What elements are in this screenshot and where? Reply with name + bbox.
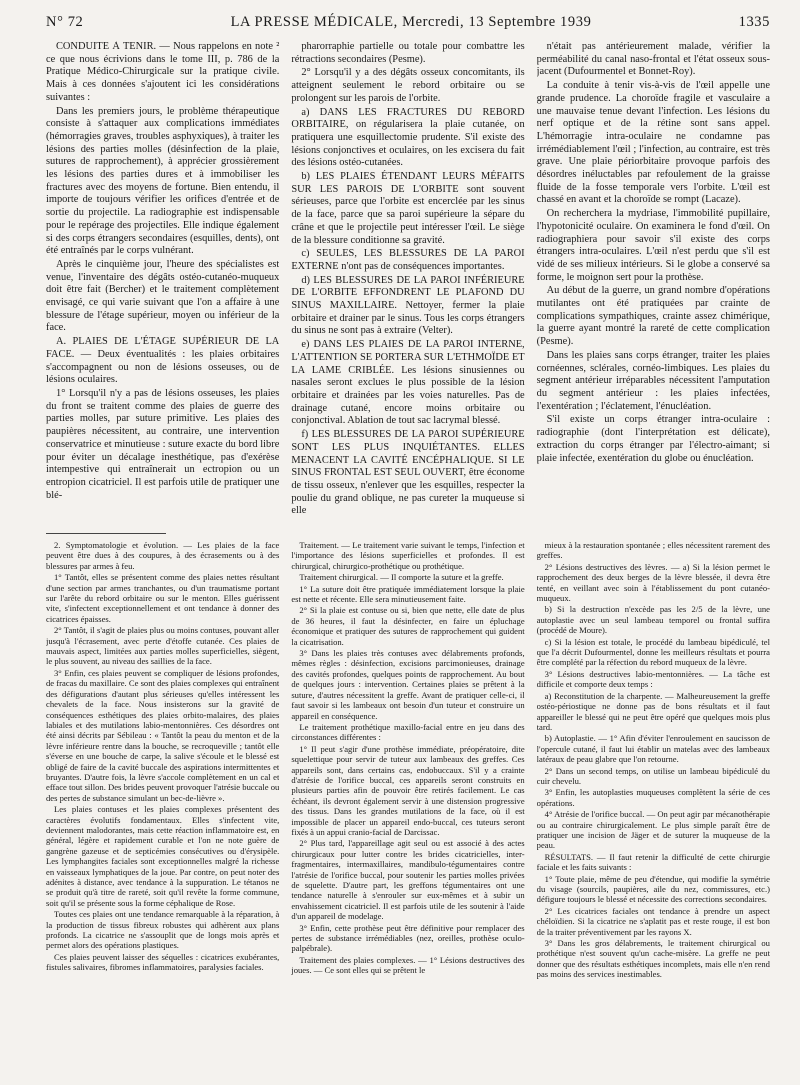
issue-number: N° 72 [46,14,84,30]
footnote-paragraph: 2° Plus tard, l'appareillage agit seul ou est associé à des actes chirurgicaux pour lutter contre les brides cicatricielles, inter-fragmentaires, intermaxillaires, mandibulo-tégumentaires contre l'atrésie de l'orifice buccal, pour soutenir les parties molles privées de squelette. D'autre part, les greffons tégumentaires ont une tendance naturelle à s'enrouler sur eux-mêmes et à subir un envahissement cicatriciel. Il est parfois utile de les soutenir à l'aide d'un appareil de modelage. [291,838,525,922]
main-column-3 [537,41,770,523]
paragraph: pharorraphie partielle ou totale pour combattre les rétractions secondaires (Pesme). [291,41,525,65]
paragraph: On recherchera la mydriase, l'immobilité pupillaire, l'hypotonicité oculaire. On examinera le fond d'œil. On radiographiera pour savoir s'il existe des corps étrangers intra-oculaires. L'œil n'est perdu que s'il est vidé de ses milieux intérieurs. Si le globe a conservé sa forme, le moignon sert pour la prothèse. [536,208,770,283]
paragraph: S'il existe un corps étranger intra-oculaire : radiographie (dont l'interprétation est délicate), extraction du corps étranger par l'électro-aimant; si plaie infectée, exentération du globe ou énucléation. [536,414,770,464]
footnote-paragraph: Le traitement prothétique maxillo-facial entre en jeu dans des circonstances différentes : [291,721,525,743]
footnote-paragraph: 3° Enfin, cette prothèse peut être définitive pour remplacer des pertes de substance irrémédiables (nez, oreilles, prothèse oculo-palpébrale). [291,922,525,954]
footnote-paragraph: 3° Enfin, les autoplasties muqueuses complètent la série de ces opérations. [536,787,770,808]
footnote-paragraph: Traitement chirurgical. — Il comporte la suture et la greffe. [299,572,504,583]
footnote-paragraph: 3° Dans les plaies très contuses avec délabrements profonds, mêmes règles : désinfection, excisions parcimonieuses, drainage des cavités profondes, quelques points de rapprochement. Au bout de quelques jours : intervention. Certaines plaies se prêtent à la suture, d'autres nécessitent la greffe. Avant de pratiquer celle-ci, il faut savoir si les lambeaux ont besoin d'un tuteur et construire un appareil en conséquence. [291,648,525,721]
paragraph: c) SEULES, LES BLESSURES DE LA PAROI EXTERNE n'ont pas de conséquences importantes. [291,248,525,272]
paragraph: 1° Lorsqu'il n'y a pas de lésions osseuses, les plaies du front se traitent comme des plaies de guerre des parties molles, par suture primitive. Les plaies des paupières nécessitent, au contraire, une intervention conservatrice et minutieuse : suture exacte du bord libre pour éviter un décalage inesthétique, pas d'exérèse intempestive qui entraînerait un ectropion ou un entropion cicatriciel. Il est parfois utile de pratiquer une blé- [46,387,280,501]
main-column-2 [291,41,524,523]
paragraph: e) DANS LES PLAIES DE LA PAROI INTERNE, L'ATTENTION SE PORTERA SUR L'ETHMOÏDE ET LA LAME CRIBLÉE. Les lésions sinusiennes ou nasales seront exclues le plus possible de la lésion orbitaire et drainées par les voies naturelles. Pas de drainage cutané, encore moins orbitaire ou conjonctival. Ablation de tout sac lacrymal blessé. [291,339,525,427]
footnote-paragraph: a) Reconstitution de la charpente. — Malheureusement la greffe ostéo-périostique ne donne pas de bons résultats et il faut appareiller le blessé qui ne peut être opéré que quelques mois plus tard. [536,690,770,732]
footnote-column-2 [291,540,524,1085]
paragraph: a) DANS LES FRACTURES DU REBORD ORBITAIRE, on régularisera la plaie cutanée, on pratiquera une esquillectomie prudente. S'il existe des lésions conjonctives et oculaires, on les excisera du fait des lésions ostéo-cutanées. [291,106,525,169]
footnote-paragraph: c) Si la lésion est totale, le procédé du lambeau bipédiculé, tel que l'a décrit Dufourmentel, donne les meilleurs résultats et pourra être complété par la réfection du rebord muqueux de la lèvre. [536,636,770,668]
paragraph: Dans les premiers jours, le problème thérapeutique consiste à s'attaquer aux complications immédiates (hémorragies graves, troubles asphyxiques), à traiter les lésions des parties molles (désinfection de la plaie, sutures de rapprochement), à apprécier grossièrement les lésions des parties dures et à immobiliser les fractures avec des moyens de fortune. Bien entendu, il importe de toujours vérifier les orifices d'entrée et de sortie du projectile. La radiographie est indispensable pour le repérage des projectiles. Elle indique également si des corps étrangers secondaires (esquilles, dents), ont été entraînés par le corps vulnérant. [46,105,280,257]
footnote-paragraph: 2° Les cicatrices faciales ont tendance à prendre un aspect chéloïdien. Si la cicatrice ne s'aplatit pas et reste rouge, il est bon de la traiter préventivement par les rayons X. [536,905,770,937]
paragraph: Dans les plaies sans corps étranger, traiter les plaies cornéennes, sclérales, cornéo-limbiques. Les plaies du segment antérieur irréparables nécessitent l'amputation du segment antérieur : les plaies infectées, l'exentération ; l'éclatement, l'énucléation. [536,349,770,412]
footnote-paragraph: 3° Lésions destructives labio-mentonnières. — La tâche est difficile et comporte deux temps : [536,668,770,690]
footnote-paragraph: Toutes ces plaies ont une tendance remarquable à la réparation, à la production de tissus fibreux robustes qui adhèrent aux plans profonds. La cicatrice ne s'assouplit que de longs mois après et permet alors des opérations plastiques. [46,909,280,951]
paragraph: n'était pas antérieurement malade, vérifier la perméabilité du canal naso-frontal et l'état osseux sous-jacent (Dufourmentel et Bonnet-Roy). [536,41,770,78]
paragraph: f) LES BLESSURES DE LA PAROI SUPÉRIEURE SONT LES PLUS INQUIÉTANTES. ELLES MENACENT LA CAVITÉ ENCÉPHALIQUE. SI LE SINUS FRONTAL EST SEUL OUVERT, être économe de tissu osseux, n'enlever que les esquilles, respecter la poulie du grand oblique, ne pas cureter la muqueuse si elle [291,429,525,517]
footnote-paragraph: Traitement. — Le traitement varie suivant le temps, l'infection et l'importance des lésions superficielles et profondes. Il est chirurgical, chirurgico-prothétique ou prothétique. [291,540,525,571]
footnote-paragraph: 1° Il peut s'agir d'une prothèse immédiate, préopératoire, dite squelettique pour servir de tuteur aux lambeaux des greffes. Ces appareils sont, dans certains cas, endobuccaux. S'il y a crainte d'atrésie de l'orifice buccal, ces appareils seront construits en plusieurs parties afin de pouvoir être retirés facilement. Le cas échéant, ils devront également servir à une distension progressive des tissus. Dans les grandes mutilations de la face, où il est impossible de placer un appareil endo-buccal, ces tuteurs seront fixés à un appui cranio-facial de Darcissac. [291,743,525,837]
footnote-paragraph: 1° Tantôt, elles se présentent comme des plaies nettes résultant d'une section par armes tranchantes, ou d'un traumatisme portant sur l'arête du rebord orbitaire ou sur le menton. Elles guérissent vite, s'infectent exceptionnellement et ont tendance à donner des cicatrices épaisses. [46,572,280,624]
footnote-column-1 [46,540,279,1085]
footnote-text [46,540,770,1085]
journal-title: LA PRESSE MÉDICALE, Mercredi, 13 Septembre 1939 [230,14,592,30]
main-column-1 [46,41,279,523]
footnote-paragraph: 3° Dans les gros délabrements, le traitement chirurgical ou prothétique n'est souvent qu'un cache-misère. La greffe ne peut donner que des résultats esthétiques incomplets, mais elle n'en rend pas moins des services inestimables. [536,938,770,980]
footnote-paragraph: 4° Atrésie de l'orifice buccal. — On peut agir par mécanothérapie ou au contraire chirurgicalement. Le plus simple paraît être de pratiquer une incision de Jäger et de suturer la muqueuse de la peau. [536,809,770,851]
footnote-divider [46,533,166,534]
footnote-paragraph: 2° Si la plaie est contuse ou si, bien que nette, elle date de plus de 36 heures, il faut la désinfecter, en faire un épluchage économique et pratiquer des sutures de rapprochement qui guident la cicatrisation. [291,605,525,647]
paragraph: b) LES PLAIES ÉTENDANT LEURS MÉFAITS SUR LES PAROIS DE L'ORBITE sont souvent sérieuses, parce que l'orbite est encerclée par les sinus de la face, parce que sa paroi supérieure la sépare du crâne et que le projectile peut intéresser l'œil. Le siège de la blessure conditionne sa gravité. [291,171,525,246]
paragraph: d) LES BLESSURES DE LA PAROI INFÉRIEURE DE L'ORBITE EFFONDRENT LE PLAFOND DU SINUS MAXILLAIRE. Nettoyer, fermer la plaie orbitaire et drainer par le sinus. Tous les corps étrangers du sinus ne sont pas à extraire (Velter). [291,274,525,337]
footnote-paragraph: 1° Toute plaie, même de peu d'étendue, qui modifie la symétrie du visage (sourcils, paupières, aile du nez, commissures, etc.) défigure toujours le blessé et nécessite des corrections secondaires. [536,873,770,905]
footnote-paragraph: 2° Tantôt, il s'agit de plaies plus ou moins contuses, pouvant aller jusqu'à l'écrasement, avec perte d'étoffe cutanée. Ces plaies de mauvais aspect, limitées aux parties molles superficielles, siègent, le plus souvent, au niveau des saillies de la face. [46,625,280,667]
footnote-paragraph: Traitement des plaies complexes. — 1° Lésions destructives des joues. — Ce sont elles qui se prêtent le [291,954,525,976]
footnote-paragraph: b) Si la destruction n'excède pas les 2/5 de la lèvre, une autoplastie avec un seul lambeau temporel ou frontal suffira (procédé de Moure). [536,604,770,636]
footnote-paragraph: Les plaies contuses et les plaies complexes présentent des caractères évolutifs fondamentaux. Elles s'infectent vite, deviennent malodorantes, mais cette réaction inflammatoire est, en général, légère et rapidement curable et l'on ne note guère de gangrène gazeuse et de septicémies consécutives ou d'érysipèle. Les lymphangites faciales sont exceptionnelles malgré la richesse en vaisseaux lymphatiques de la joue. Par contre, on peut noter des adénites à distance, avec tendance à la suppuration. Le tétanos ne se produit qu'à titre de rareté, soit qu'il revête la forme commune, soit qu'il se présente sous la forme céphalique de Rose. [46,804,280,908]
footnote-paragraph: RÉSULTATS. — Il faut retenir la difficulté de cette chirurgie faciale et les faits suivants : [536,851,770,873]
paragraph: Après le cinquième jour, l'heure des spécialistes est venue, l'inventaire des dégâts ostéo-cutanéo-muqueux doit être fait (Bercher) et le traitement complètement envisagé, ce qui varie suivant que l'on a affaire à une blessure de l'étage supérieur, moyen ou inférieur de la face. [46,258,280,334]
footnote-paragraph: mieux à la restauration spontanée ; elles nécessitent rarement des greffes. [536,540,770,561]
footnote-paragraph: 3° Enfin, ces plaies peuvent se compliquer de lésions profondes, de fracas du maxillaire. Ce sont des plaies complexes qui entraînent des défigurations d'autant plus sérieuses qu'elles intéressent les chevalets de la face. Nous insisterons sur la gravité de conséquences esthétiques des plaies orbito-malaires, des plaies labiales et des mutilations labio-mentonnières. Ces désordres ont été ainsi décrits par Sébileau : « Tantôt la peau du menton et de la lèvre inférieure rentre dans la bouche, se recroqueville ; tantôt elle s'éverse en une bouche de carpe, la salive s'écoule et le blessé est obligé de faire de la cavité buccale des aspirations intermittentes et bruyantes. D'autre fois, la lèvre s'accole complètement en un cal et efface tout sillon. Des brides peuvent provoquer l'atrésie buccale ou des pertes de substance simulant un bec-de-lièvre ». [46,667,280,803]
footnote-paragraph: Ces plaies peuvent laisser des séquelles : cicatrices exubérantes, fistules salivaires, fibromes inflammatoires, paralysies faciales. [46,951,280,973]
paragraph: Au début de la guerre, un grand nombre d'opérations mutilantes ont été pratiquées par crainte de complications sympathiques, crainte assez chimérique, la guerre ayant montré la rareté de cette complication (Pesme). [536,285,770,348]
main-text [46,41,770,523]
paragraph: A. PLAIES DE L'ÉTAGE SUPÉRIEUR DE LA FACE. — Deux éventualités : les plaies orbitaires s'accompagnent ou non de lésions osseuses, ou de lésions oculaires. [46,336,280,386]
footnote-paragraph: 2. Symptomatologie et évolution. — Les plaies de la face peuvent être dues à des coupures, à des écrasements ou à des blessures par armes à feu. [46,540,280,571]
paragraph: CONDUITE À TENIR. — Nous rappelons en note ² ce que nous écrivions dans le tome III, p. 786 de la Pratique Médico-Chirurgicale sur la pratique civile. Mais à ces données s'ajoutent ici les considérations suivantes : [46,41,280,103]
paragraph: La conduite à tenir vis-à-vis de l'œil appelle une grande prudence. La choroïde fragile et vasculaire a une mauvaise tenue devant l'infection. Les lésions du nerf optique et de la rétine sont sans appel. L'hémorragie intra-oculaire ne condamne pas irrémédiablement l'œil ; l'infection, au contraire, est très grave. Une plaie périorbitaire provoque parfois des désordres inéluctables par refoulement de la graisse fluide de la fosse temporale vers l'orbite. L'œil est chassé en avant et la choroïde se rompt (Lacaze). [536,80,770,206]
footnote-column-3 [537,540,770,1085]
footnote-paragraph: b) Autoplastie. — 1° Afin d'éviter l'enroulement en saucisson de l'opercule cutané, il faut lui établir un matelas avec des lambeaux latéraux de peau glabre que l'on retourne. [536,733,770,765]
footnote-paragraph: 2° Lésions destructives des lèvres. — a) Si la lésion permet le rapprochement des deux berges de la lèvre blessée, il devra être tenté, en veillant avec soin à l'établissement du pont cutanéo-muqueux. [536,561,770,604]
footnote-paragraph: 2° Dans un second temps, on utilise un lambeau bipédiculé du cuir chevelu. [536,765,770,786]
page-header [46,14,770,31]
page-number: 1335 [738,14,770,30]
paragraph: 2° Lorsqu'il y a des dégâts osseux concomitants, ils atteignent seulement le rebord orbitaire ou se prolongent sur les parois de l'orbite. [291,67,525,104]
footnote-paragraph: 1° La suture doit être pratiquée immédiatement lorsque la plaie est nette et récente. Elle sera minutieusement faite. [291,583,525,605]
